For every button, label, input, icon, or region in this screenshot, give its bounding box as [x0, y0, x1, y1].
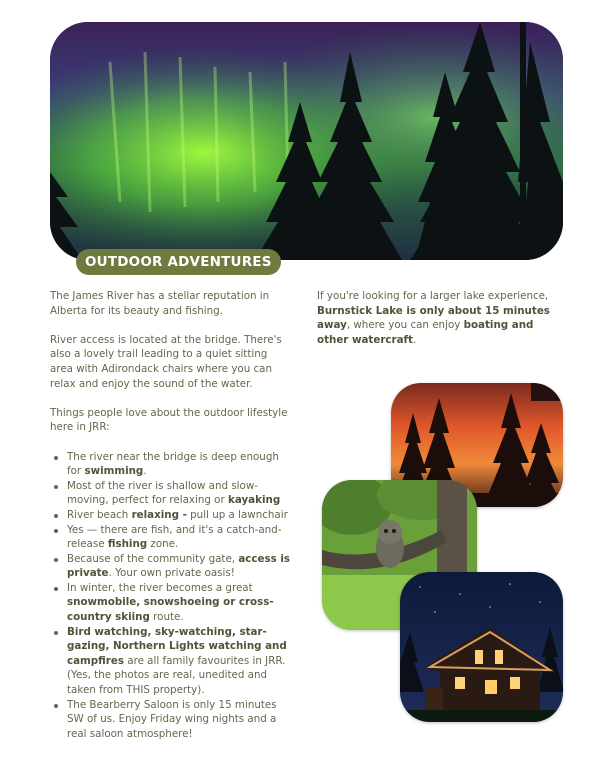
aurora-hero-photo: [50, 22, 563, 260]
list-item: The river near the bridge is deep enough for swimming.: [50, 450, 290, 479]
list-item: Because of the community gate, access is private. Your own private oasis!: [50, 552, 290, 581]
activities-list: [50, 450, 290, 742]
river-access-paragraph: River access is located at the bridge. There's also a lovely trail leading to a quiet sitting area with Adirondack chairs where you can relax and enjoy the sound of the water.: [50, 333, 282, 390]
list-item: The Bearberry Saloon is only 15 minutes SW of us. Enjoy Friday wing nights and a real saloon atmosphere!: [50, 698, 290, 742]
list-item: Yes — there are fish, and it's a catch-and-release fishing zone.: [50, 523, 290, 552]
right-column: [317, 289, 557, 362]
list-item: Most of the river is shallow and slow-moving, perfect for relaxing or kayaking: [50, 479, 290, 508]
list-item: River beach relaxing - pull up a lawnchair: [50, 508, 290, 523]
list-item: In winter, the river becomes a great snowmobile, snowshoeing or cross-country skiing route.: [50, 581, 290, 625]
section-heading: OUTDOOR ADVENTURES: [76, 249, 281, 275]
lake-paragraph: If you're looking for a larger lake experience, Burnstick Lake is only about 15 minutes away, where you can enjoy boating and other watercraft.: [317, 290, 550, 346]
left-column: [50, 289, 290, 741]
list-item: Bird watching, sky-watching, star-gazing, Northern Lights watching and campfires are all family favourites in JRR. (Yes, the photos are real, unedited and taken from THIS property).: [50, 625, 290, 698]
cabin-night-photo: [400, 572, 563, 722]
intro-paragraph: The James River has a stellar reputation in Alberta for its beauty and fishing.: [50, 290, 270, 317]
lifestyle-intro: Things people love about the outdoor lifestyle here in JRR:: [50, 406, 288, 434]
aurora-illustration: [50, 22, 563, 260]
cabin-illustration: [400, 572, 563, 722]
